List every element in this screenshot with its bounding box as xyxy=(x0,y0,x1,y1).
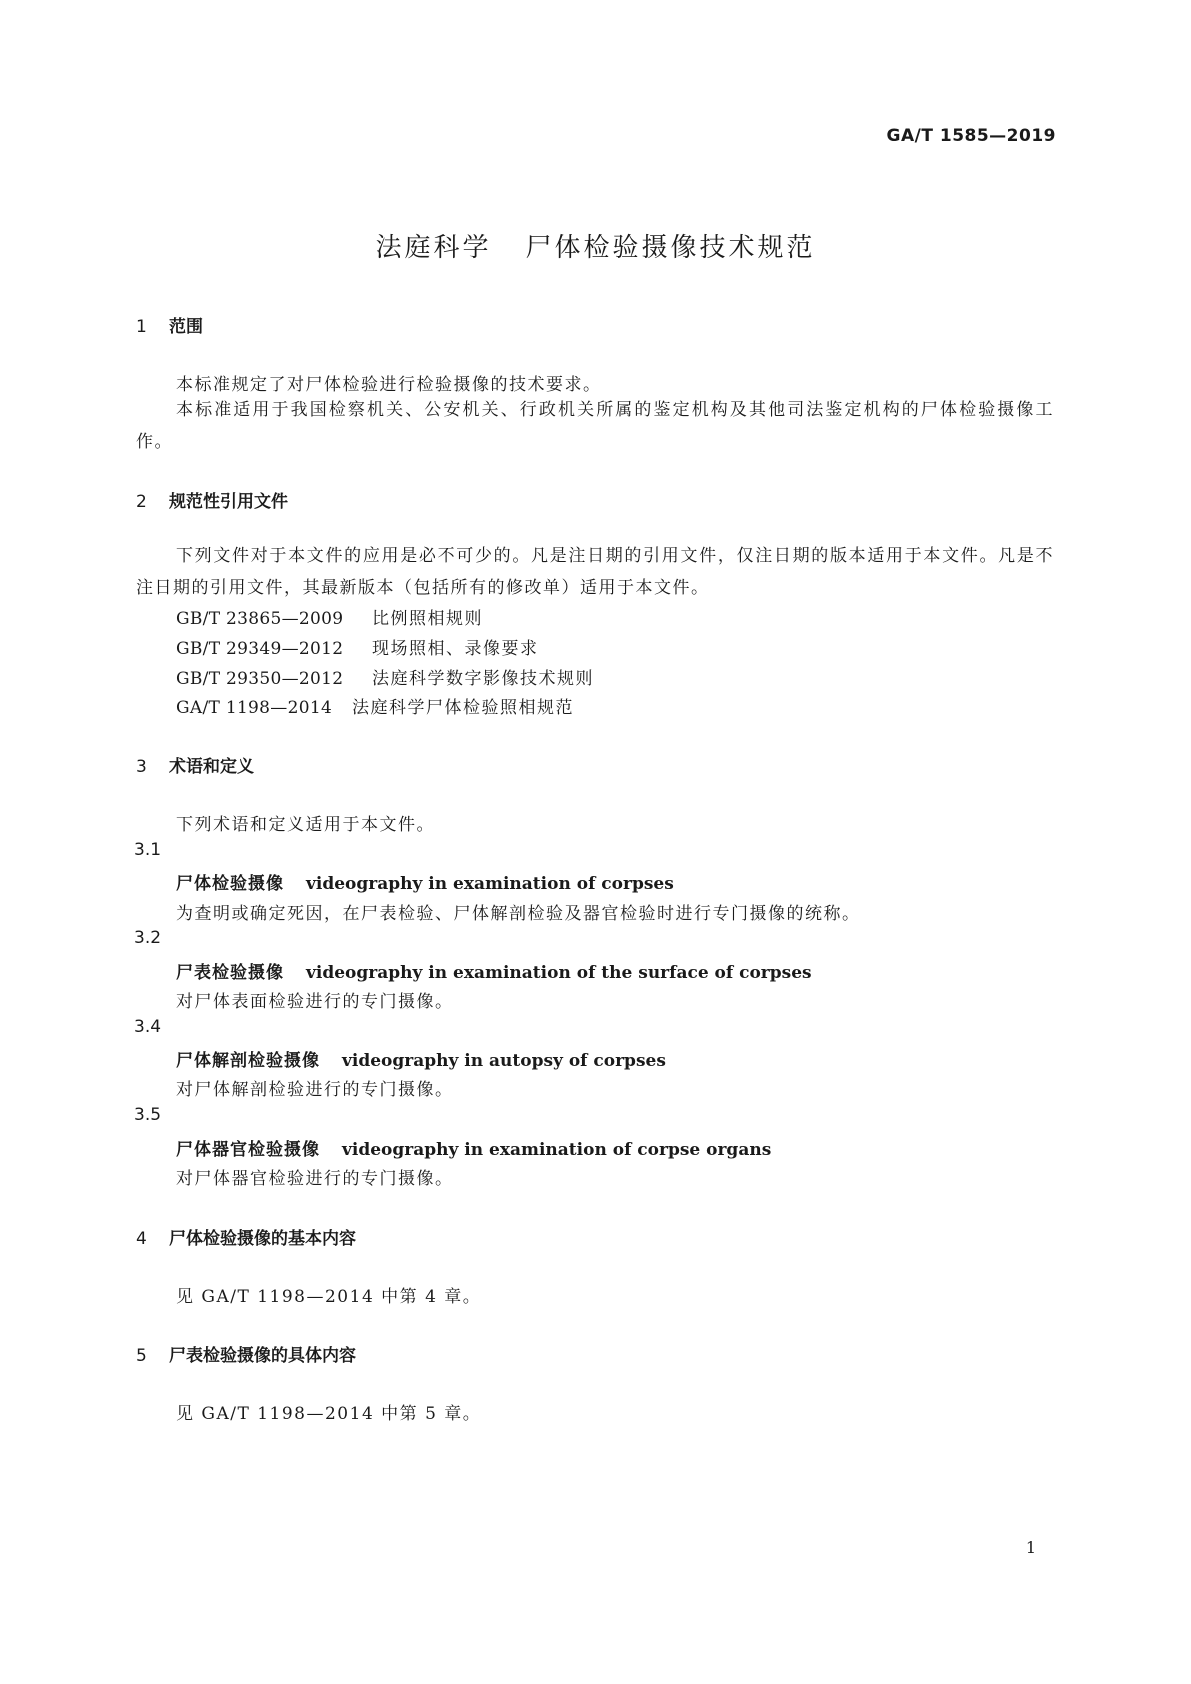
section-4-heading xyxy=(136,1224,356,1249)
term-chinese: 尸体检验摄像 xyxy=(176,874,284,894)
reference-name: 现场照相、录像要求 xyxy=(372,639,539,659)
section-title: 范围 xyxy=(169,317,203,337)
term-number: 3.5 xyxy=(134,1105,162,1125)
section-3-intro: 下列术语和定义适用于本文件。 xyxy=(176,815,435,835)
reference-name: 法庭科学尸体检验照相规范 xyxy=(352,698,574,718)
reference-code: GB/T 29350—2012 xyxy=(176,669,344,689)
reference-item xyxy=(176,693,574,718)
term-number: 3.1 xyxy=(134,840,162,860)
section-2-paragraph-1: 下列文件对于本文件的应用是必不可少的。凡是注日期的引用文件，仅注日期的版本适用于本文件。凡是不注日期的引用文件，其最新版本（包括所有的修改单）适用于本文件。 xyxy=(136,546,1054,598)
term-heading xyxy=(176,869,674,894)
reference-code: GB/T 29349—2012 xyxy=(176,639,344,659)
term-english: videography in examination of corpse organs xyxy=(342,1140,772,1160)
term-heading xyxy=(176,958,812,983)
section-1-paragraph-1: 本标准规定了对尸体检验进行检验摄像的技术要求。 xyxy=(176,375,602,395)
section-2-heading xyxy=(136,487,288,512)
reference-name: 比例照相规则 xyxy=(372,609,483,629)
term-number: 3.4 xyxy=(134,1017,162,1037)
term-english: videography in autopsy of corpses xyxy=(342,1051,666,1071)
term-definition: 对尸体表面检验进行的专门摄像。 xyxy=(176,992,454,1012)
reference-name: 法庭科学数字影像技术规则 xyxy=(372,669,594,689)
section-title: 规范性引用文件 xyxy=(169,492,288,512)
reference-code: GB/T 23865—2009 xyxy=(176,609,344,629)
section-1-paragraph-2: 本标准适用于我国检察机关、公安机关、行政机关所属的鉴定机构及其他司法鉴定机构的尸体检验摄像工作。 xyxy=(136,400,1054,452)
section-number: 4 xyxy=(136,1229,147,1249)
section-title: 尸表检验摄像的具体内容 xyxy=(169,1346,356,1366)
section-5-paragraph-1: 见 GA/T 1198—2014 中第 5 章。 xyxy=(176,1404,482,1424)
term-chinese: 尸表检验摄像 xyxy=(176,963,284,983)
standard-code: GA/T 1585—2019 xyxy=(886,126,1056,146)
document-title xyxy=(0,227,1191,264)
section-number: 1 xyxy=(136,317,147,337)
section-title: 术语和定义 xyxy=(169,757,254,777)
reference-item xyxy=(176,664,594,689)
section-title: 尸体检验摄像的基本内容 xyxy=(169,1229,356,1249)
document-title-part2: 尸体检验摄像技术规范 xyxy=(525,233,816,263)
page-number: 1 xyxy=(1025,1538,1036,1557)
reference-item xyxy=(176,604,483,629)
section-number: 5 xyxy=(136,1346,147,1366)
section-5-heading xyxy=(136,1341,356,1366)
section-number: 2 xyxy=(136,492,147,512)
term-heading xyxy=(176,1135,771,1160)
document-title-part1: 法庭科学 xyxy=(375,233,492,263)
section-number: 3 xyxy=(136,757,147,777)
term-definition: 对尸体解剖检验进行的专门摄像。 xyxy=(176,1080,454,1100)
reference-item xyxy=(176,634,539,659)
section-3-heading xyxy=(136,752,254,777)
section-1-heading xyxy=(136,312,203,337)
reference-code: GA/T 1198—2014 xyxy=(176,698,333,718)
term-chinese: 尸体器官检验摄像 xyxy=(176,1140,320,1160)
term-heading xyxy=(176,1046,666,1071)
term-english: videography in examination of corpses xyxy=(306,874,674,894)
section-4-paragraph-1: 见 GA/T 1198—2014 中第 4 章。 xyxy=(176,1287,482,1307)
term-number: 3.2 xyxy=(134,928,162,948)
term-definition: 为查明或确定死因，在尸表检验、尸体解剖检验及器官检验时进行专门摄像的统称。 xyxy=(176,904,861,924)
term-definition: 对尸体器官检验进行的专门摄像。 xyxy=(176,1169,454,1189)
term-english: videography in examination of the surface of corpses xyxy=(306,963,812,983)
term-chinese: 尸体解剖检验摄像 xyxy=(176,1051,320,1071)
